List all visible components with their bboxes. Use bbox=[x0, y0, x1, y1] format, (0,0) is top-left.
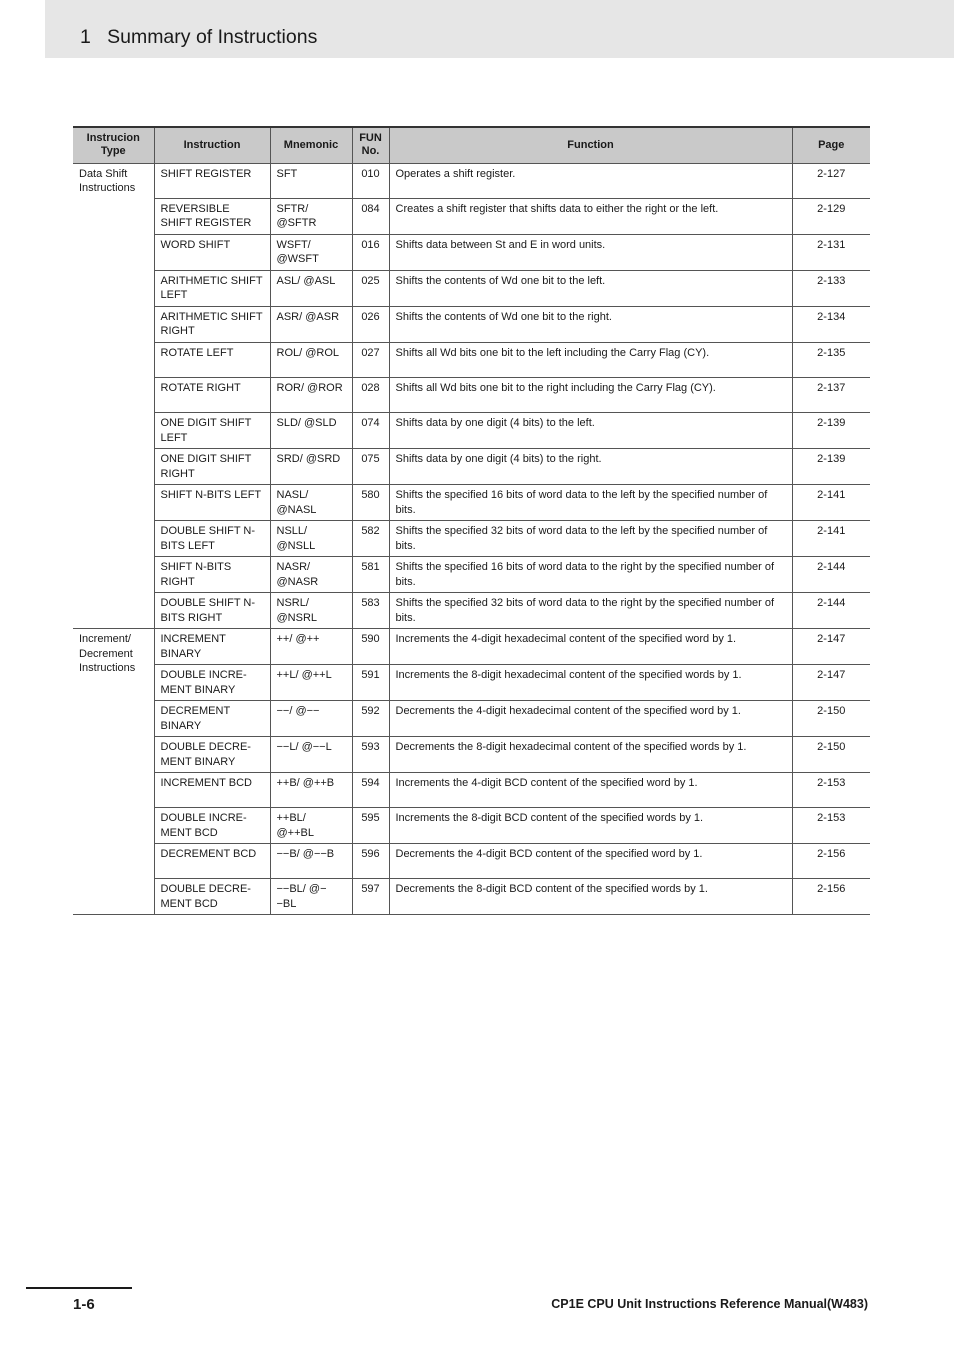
fun-no-cell: 582 bbox=[352, 521, 389, 557]
fun-no-cell: 025 bbox=[352, 270, 389, 306]
instruction-cell: DOUBLE INCRE-MENT BCD bbox=[154, 808, 270, 844]
instruction-table bbox=[73, 126, 870, 915]
page-cell: 2-147 bbox=[792, 665, 870, 701]
fun-no-cell: 593 bbox=[352, 737, 389, 773]
fun-no-cell: 591 bbox=[352, 665, 389, 701]
fun-no-cell: 075 bbox=[352, 449, 389, 485]
table-row bbox=[73, 270, 870, 306]
fun-no-cell: 084 bbox=[352, 198, 389, 234]
page-cell: 2-144 bbox=[792, 593, 870, 629]
function-cell: Shifts data between St and E in word units. bbox=[389, 234, 792, 270]
page-cell: 2-156 bbox=[792, 844, 870, 879]
column-header-instruction: Instruction bbox=[154, 127, 270, 163]
instruction-cell: SHIFT N-BITS LEFT bbox=[154, 485, 270, 521]
fun-no-cell: 590 bbox=[352, 629, 389, 665]
fun-no-cell: 027 bbox=[352, 342, 389, 377]
function-cell: Creates a shift register that shifts data to either the right or the left. bbox=[389, 198, 792, 234]
manual-title: CP1E CPU Unit Instructions Reference Manual(W483) bbox=[551, 1297, 868, 1311]
table-header-row bbox=[73, 127, 870, 163]
instruction-cell: DOUBLE SHIFT N-BITS LEFT bbox=[154, 521, 270, 557]
function-cell: Shifts the contents of Wd one bit to the right. bbox=[389, 306, 792, 342]
mnemonic-cell: −−BL/ @−−BL bbox=[270, 879, 352, 915]
page-number: 1-6 bbox=[73, 1296, 95, 1313]
instruction-cell: DECREMENT BINARY bbox=[154, 701, 270, 737]
instruction-cell: DOUBLE DECRE-MENT BINARY bbox=[154, 737, 270, 773]
page-cell: 2-134 bbox=[792, 306, 870, 342]
instruction-cell: ROTATE RIGHT bbox=[154, 377, 270, 412]
instruction-cell: SHIFT REGISTER bbox=[154, 163, 270, 198]
fun-no-cell: 074 bbox=[352, 413, 389, 449]
fun-no-cell: 595 bbox=[352, 808, 389, 844]
table-row bbox=[73, 701, 870, 737]
mnemonic-cell: NSRL/ @NSRL bbox=[270, 593, 352, 629]
fun-no-cell: 026 bbox=[352, 306, 389, 342]
table-row bbox=[73, 593, 870, 629]
page-cell: 2-150 bbox=[792, 701, 870, 737]
function-cell: Shifts all Wd bits one bit to the left including the Carry Flag (CY). bbox=[389, 342, 792, 377]
table-row bbox=[73, 413, 870, 449]
instruction-cell: INCREMENT BCD bbox=[154, 773, 270, 808]
table-row bbox=[73, 521, 870, 557]
table-row bbox=[73, 773, 870, 808]
page-cell: 2-139 bbox=[792, 413, 870, 449]
page-cell: 2-127 bbox=[792, 163, 870, 198]
function-cell: Decrements the 4-digit hexadecimal content of the specified word by 1. bbox=[389, 701, 792, 737]
page-cell: 2-141 bbox=[792, 485, 870, 521]
function-cell: Increments the 4-digit BCD content of the specified word by 1. bbox=[389, 773, 792, 808]
page-cell: 2-129 bbox=[792, 198, 870, 234]
mnemonic-cell: SLD/ @SLD bbox=[270, 413, 352, 449]
mnemonic-cell: SRD/ @SRD bbox=[270, 449, 352, 485]
function-cell: Decrements the 8-digit hexadecimal content of the specified words by 1. bbox=[389, 737, 792, 773]
fun-no-cell: 596 bbox=[352, 844, 389, 879]
chapter-title: 1 Summary of Instructions bbox=[80, 26, 318, 48]
table-row bbox=[73, 665, 870, 701]
instruction-cell: SHIFT N-BITS RIGHT bbox=[154, 557, 270, 593]
instruction-cell: INCREMENT BINARY bbox=[154, 629, 270, 665]
function-cell: Shifts the contents of Wd one bit to the left. bbox=[389, 270, 792, 306]
mnemonic-cell: SFT bbox=[270, 163, 352, 198]
function-cell: Shifts the specified 16 bits of word data to the right by the specified number of bits. bbox=[389, 557, 792, 593]
table-row bbox=[73, 306, 870, 342]
fun-no-cell: 597 bbox=[352, 879, 389, 915]
page-cell: 2-141 bbox=[792, 521, 870, 557]
page-cell: 2-139 bbox=[792, 449, 870, 485]
table-row bbox=[73, 844, 870, 879]
fun-no-cell: 583 bbox=[352, 593, 389, 629]
instruction-cell: DECREMENT BCD bbox=[154, 844, 270, 879]
table-row bbox=[73, 449, 870, 485]
table-row bbox=[73, 485, 870, 521]
fun-no-cell: 580 bbox=[352, 485, 389, 521]
fun-no-cell: 010 bbox=[352, 163, 389, 198]
function-cell: Shifts data by one digit (4 bits) to the left. bbox=[389, 413, 792, 449]
fun-no-cell: 016 bbox=[352, 234, 389, 270]
instruction-type-cell: Increment/ Decrement Instructions bbox=[73, 629, 154, 915]
function-cell: Shifts the specified 16 bits of word data to the left by the specified number of bits. bbox=[389, 485, 792, 521]
instruction-cell: DOUBLE INCRE-MENT BINARY bbox=[154, 665, 270, 701]
page-cell: 2-147 bbox=[792, 629, 870, 665]
function-cell: Increments the 8-digit hexadecimal content of the specified words by 1. bbox=[389, 665, 792, 701]
function-cell: Operates a shift register. bbox=[389, 163, 792, 198]
function-cell: Increments the 4-digit hexadecimal content of the specified word by 1. bbox=[389, 629, 792, 665]
table-row bbox=[73, 557, 870, 593]
page-cell: 2-133 bbox=[792, 270, 870, 306]
table-body bbox=[73, 163, 870, 915]
function-cell: Shifts the specified 32 bits of word data to the right by the specified number of bits. bbox=[389, 593, 792, 629]
function-cell: Shifts data by one digit (4 bits) to the right. bbox=[389, 449, 792, 485]
instruction-cell: ARITHMETIC SHIFT LEFT bbox=[154, 270, 270, 306]
table-row bbox=[73, 737, 870, 773]
page-cell: 2-144 bbox=[792, 557, 870, 593]
table-row bbox=[73, 377, 870, 412]
table-row bbox=[73, 629, 870, 665]
mnemonic-cell: ASL/ @ASL bbox=[270, 270, 352, 306]
column-header-mnemonic: Mnemonic bbox=[270, 127, 352, 163]
fun-no-cell: 594 bbox=[352, 773, 389, 808]
page-cell: 2-156 bbox=[792, 879, 870, 915]
table-row bbox=[73, 234, 870, 270]
column-header-page: Page bbox=[792, 127, 870, 163]
mnemonic-cell: ++BL/ @++BL bbox=[270, 808, 352, 844]
mnemonic-cell: −−/ @−− bbox=[270, 701, 352, 737]
mnemonic-cell: ++/ @++ bbox=[270, 629, 352, 665]
page-cell: 2-135 bbox=[792, 342, 870, 377]
instruction-cell: DOUBLE DECRE-MENT BCD bbox=[154, 879, 270, 915]
mnemonic-cell: −−L/ @−−L bbox=[270, 737, 352, 773]
mnemonic-cell: ROR/ @ROR bbox=[270, 377, 352, 412]
mnemonic-cell: NASR/ @NASR bbox=[270, 557, 352, 593]
page-cell: 2-153 bbox=[792, 773, 870, 808]
instruction-cell: ONE DIGIT SHIFT RIGHT bbox=[154, 449, 270, 485]
page-cell: 2-137 bbox=[792, 377, 870, 412]
function-cell: Shifts the specified 32 bits of word data to the left by the specified number of bits. bbox=[389, 521, 792, 557]
table-row bbox=[73, 163, 870, 198]
footer-rule bbox=[26, 1287, 132, 1289]
instruction-cell: ROTATE LEFT bbox=[154, 342, 270, 377]
mnemonic-cell: WSFT/ @WSFT bbox=[270, 234, 352, 270]
instruction-cell: ONE DIGIT SHIFT LEFT bbox=[154, 413, 270, 449]
page-cell: 2-131 bbox=[792, 234, 870, 270]
mnemonic-cell: ++L/ @++L bbox=[270, 665, 352, 701]
fun-no-cell: 581 bbox=[352, 557, 389, 593]
instruction-cell: REVERSIBLE SHIFT REGISTER bbox=[154, 198, 270, 234]
function-cell: Decrements the 8-digit BCD content of the specified words by 1. bbox=[389, 879, 792, 915]
mnemonic-cell: ROL/ @ROL bbox=[270, 342, 352, 377]
mnemonic-cell: NASL/ @NASL bbox=[270, 485, 352, 521]
table-row bbox=[73, 808, 870, 844]
instruction-type-cell: Data Shift Instructions bbox=[73, 163, 154, 629]
table-row bbox=[73, 342, 870, 377]
mnemonic-cell: SFTR/ @SFTR bbox=[270, 198, 352, 234]
function-cell: Decrements the 4-digit BCD content of the specified word by 1. bbox=[389, 844, 792, 879]
column-header-type: Instrucion Type bbox=[73, 127, 154, 163]
function-cell: Shifts all Wd bits one bit to the right including the Carry Flag (CY). bbox=[389, 377, 792, 412]
function-cell: Increments the 8-digit BCD content of the specified words by 1. bbox=[389, 808, 792, 844]
mnemonic-cell: ASR/ @ASR bbox=[270, 306, 352, 342]
fun-no-cell: 028 bbox=[352, 377, 389, 412]
mnemonic-cell: −−B/ @−−B bbox=[270, 844, 352, 879]
table-row bbox=[73, 198, 870, 234]
instruction-cell: WORD SHIFT bbox=[154, 234, 270, 270]
table-row bbox=[73, 879, 870, 915]
column-header-fun-no: FUN No. bbox=[352, 127, 389, 163]
instruction-cell: DOUBLE SHIFT N-BITS RIGHT bbox=[154, 593, 270, 629]
instruction-cell: ARITHMETIC SHIFT RIGHT bbox=[154, 306, 270, 342]
page-cell: 2-153 bbox=[792, 808, 870, 844]
mnemonic-cell: ++B/ @++B bbox=[270, 773, 352, 808]
mnemonic-cell: NSLL/ @NSLL bbox=[270, 521, 352, 557]
fun-no-cell: 592 bbox=[352, 701, 389, 737]
page-cell: 2-150 bbox=[792, 737, 870, 773]
column-header-function: Function bbox=[389, 127, 792, 163]
